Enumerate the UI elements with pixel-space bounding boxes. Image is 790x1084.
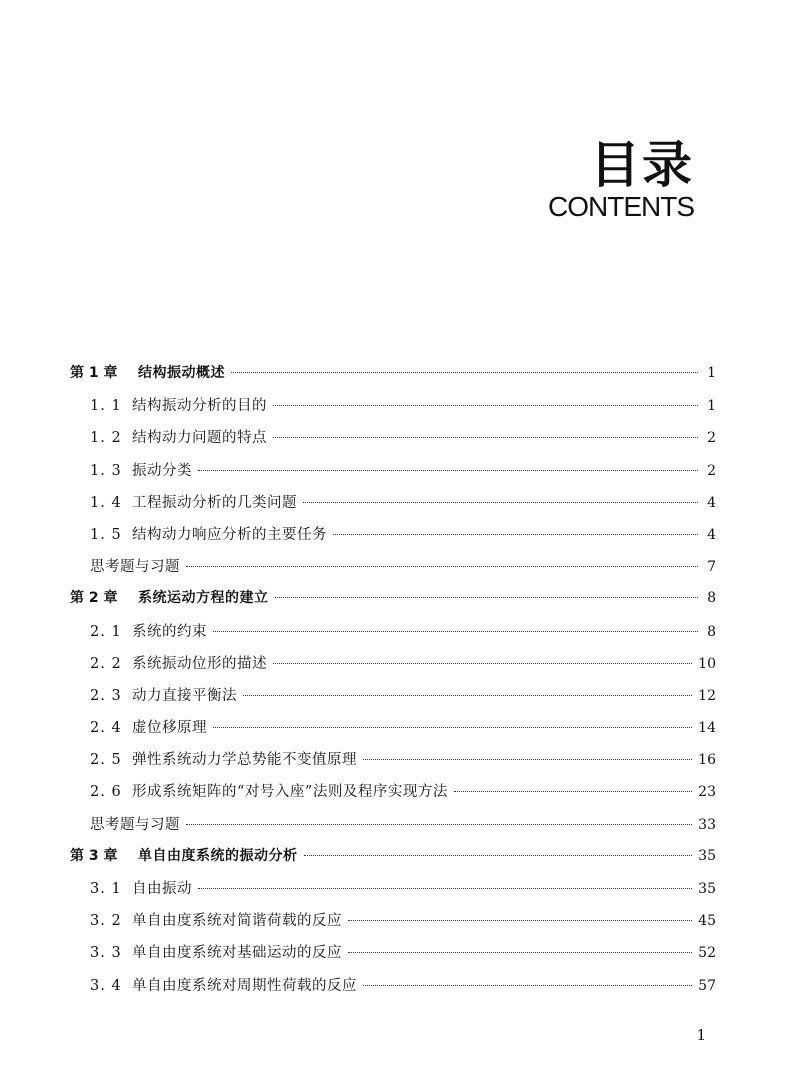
toc-entry-title: 系统的约束 xyxy=(132,623,207,640)
dot-leader xyxy=(348,920,692,921)
toc-section-entry[interactable] xyxy=(70,748,716,780)
toc-entry-title: 单自由度系统对周期性荷载的反应 xyxy=(132,977,357,994)
toc-section-entry[interactable] xyxy=(70,426,716,458)
toc-section-entry[interactable] xyxy=(70,909,716,941)
toc-entry-page-number: 12 xyxy=(698,687,716,704)
toc-entry-title: 结构动力响应分析的主要任务 xyxy=(132,526,327,543)
toc-entry-number: 1. 1 xyxy=(90,398,122,415)
toc-entry-page-number: 57 xyxy=(698,977,716,994)
dot-leader xyxy=(363,985,692,986)
toc-entry-title: 动力直接平衡法 xyxy=(132,687,237,704)
toc-section-entry[interactable] xyxy=(70,652,716,684)
toc-entry-number: 1. 2 xyxy=(90,430,122,447)
toc-entry-page-number: 4 xyxy=(707,494,716,511)
toc-section-entry[interactable] xyxy=(70,491,716,523)
dot-leader xyxy=(273,663,692,664)
page-number: 1 xyxy=(696,1026,706,1044)
toc-entry-title: 弹性系统动力学总势能不变值原理 xyxy=(132,752,357,769)
toc-entry-page-number: 35 xyxy=(698,881,716,897)
dot-leader xyxy=(333,534,698,535)
toc-entry-number: 2. 1 xyxy=(90,623,122,640)
toc-entry-page-number: 8 xyxy=(707,623,716,640)
dot-leader xyxy=(198,888,692,889)
toc-entry-page-number: 16 xyxy=(698,752,716,769)
toc-entry-page-number: 1 xyxy=(707,398,716,415)
dot-leader xyxy=(303,502,698,503)
dot-leader xyxy=(213,727,692,728)
toc-section-entry[interactable] xyxy=(70,523,716,555)
toc-entry-page-number: 35 xyxy=(698,847,716,864)
dot-leader xyxy=(273,405,698,406)
toc-entry-title: 结构振动分析的目的 xyxy=(132,398,267,415)
toc-entry-page-number: 2 xyxy=(707,430,716,447)
toc-entry-number: 3. 2 xyxy=(90,913,122,930)
toc-entry-number: 第 2 章 xyxy=(70,590,118,607)
dot-leader xyxy=(348,952,692,953)
table-of-contents xyxy=(70,362,716,1006)
dot-leader xyxy=(304,855,693,856)
toc-section-entry[interactable] xyxy=(70,620,716,652)
toc-entry-page-number: 8 xyxy=(707,590,716,607)
toc-section-entry[interactable] xyxy=(70,941,716,973)
toc-entry-number: 3. 3 xyxy=(90,945,122,962)
toc-entry-number: 1. 5 xyxy=(90,526,122,543)
toc-entry-title: 单自由度系统对简谐荷载的反应 xyxy=(132,913,342,930)
toc-entry-title: 结构动力问题的特点 xyxy=(132,430,267,447)
toc-entry-page-number: 23 xyxy=(698,784,716,801)
dot-leader xyxy=(363,759,692,760)
toc-entry-number: 2. 4 xyxy=(90,720,122,737)
toc-entry-page-number: 2 xyxy=(707,462,716,479)
dot-leader xyxy=(243,695,692,696)
toc-entry-number: 第 1 章 xyxy=(70,365,118,381)
dot-leader xyxy=(454,791,692,792)
toc-entry-number: 1. 4 xyxy=(90,494,122,511)
toc-section-entry[interactable] xyxy=(70,716,716,748)
contents-title-english: CONTENTS xyxy=(548,191,694,222)
toc-entry-title: 系统振动位形的描述 xyxy=(132,655,267,672)
toc-entry-number: 1. 3 xyxy=(90,462,122,479)
toc-entry-title: 虚位移原理 xyxy=(132,720,207,737)
toc-entry-title: 思考题与习题 xyxy=(90,559,180,576)
toc-entry-page-number: 45 xyxy=(698,913,716,930)
toc-entry-page-number: 10 xyxy=(698,655,716,672)
toc-entry-number: 3. 1 xyxy=(90,881,122,897)
toc-section-entry[interactable] xyxy=(70,974,716,1006)
toc-entry-page-number: 4 xyxy=(707,526,716,543)
toc-entry-page-number: 52 xyxy=(698,945,716,962)
toc-entry-title: 形成系统矩阵的“对号入座”法则及程序实现方法 xyxy=(132,784,448,801)
toc-entry-title: 单自由度系统对基础运动的反应 xyxy=(132,945,342,962)
dot-leader xyxy=(275,597,699,598)
toc-entry-title: 思考题与习题 xyxy=(90,816,180,833)
toc-entry-title: 结构振动概述 xyxy=(138,365,225,381)
toc-entry-page-number: 14 xyxy=(698,720,716,737)
toc-section-entry[interactable] xyxy=(70,877,716,909)
toc-entry-title: 单自由度系统的振动分析 xyxy=(138,847,298,864)
toc-section-entry[interactable] xyxy=(70,394,716,426)
dot-leader xyxy=(186,824,692,825)
toc-section-entry[interactable] xyxy=(70,780,716,812)
toc-entry-page-number: 1 xyxy=(707,365,716,381)
toc-entry-page-number: 7 xyxy=(707,559,716,576)
toc-entry-number: 2. 6 xyxy=(90,784,122,801)
toc-entry-page-number: 33 xyxy=(698,816,716,833)
toc-entry-number: 3. 4 xyxy=(90,977,122,994)
toc-entry-number: 2. 5 xyxy=(90,752,122,769)
toc-entry-number: 2. 3 xyxy=(90,687,122,704)
contents-heading xyxy=(548,138,694,222)
dot-leader xyxy=(186,566,698,567)
dot-leader xyxy=(198,470,698,471)
toc-section-entry[interactable] xyxy=(70,459,716,491)
toc-entry-number: 第 3 章 xyxy=(70,847,118,864)
dot-leader xyxy=(213,631,698,632)
contents-title-chinese: 目录 xyxy=(590,136,694,194)
toc-chapter-entry[interactable] xyxy=(70,845,716,877)
dot-leader xyxy=(231,372,698,373)
toc-exercise-entry[interactable] xyxy=(70,813,716,845)
toc-entry-title: 工程振动分析的几类问题 xyxy=(132,494,297,511)
toc-entry-title: 自由振动 xyxy=(132,881,192,897)
toc-chapter-entry[interactable] xyxy=(70,587,716,619)
dot-leader xyxy=(273,437,698,438)
toc-section-entry[interactable] xyxy=(70,684,716,716)
toc-chapter-entry[interactable] xyxy=(70,362,716,394)
toc-entry-number: 2. 2 xyxy=(90,655,122,672)
toc-entry-title: 系统运动方程的建立 xyxy=(138,590,269,607)
toc-entry-title: 振动分类 xyxy=(132,462,192,479)
toc-exercise-entry[interactable] xyxy=(70,555,716,587)
